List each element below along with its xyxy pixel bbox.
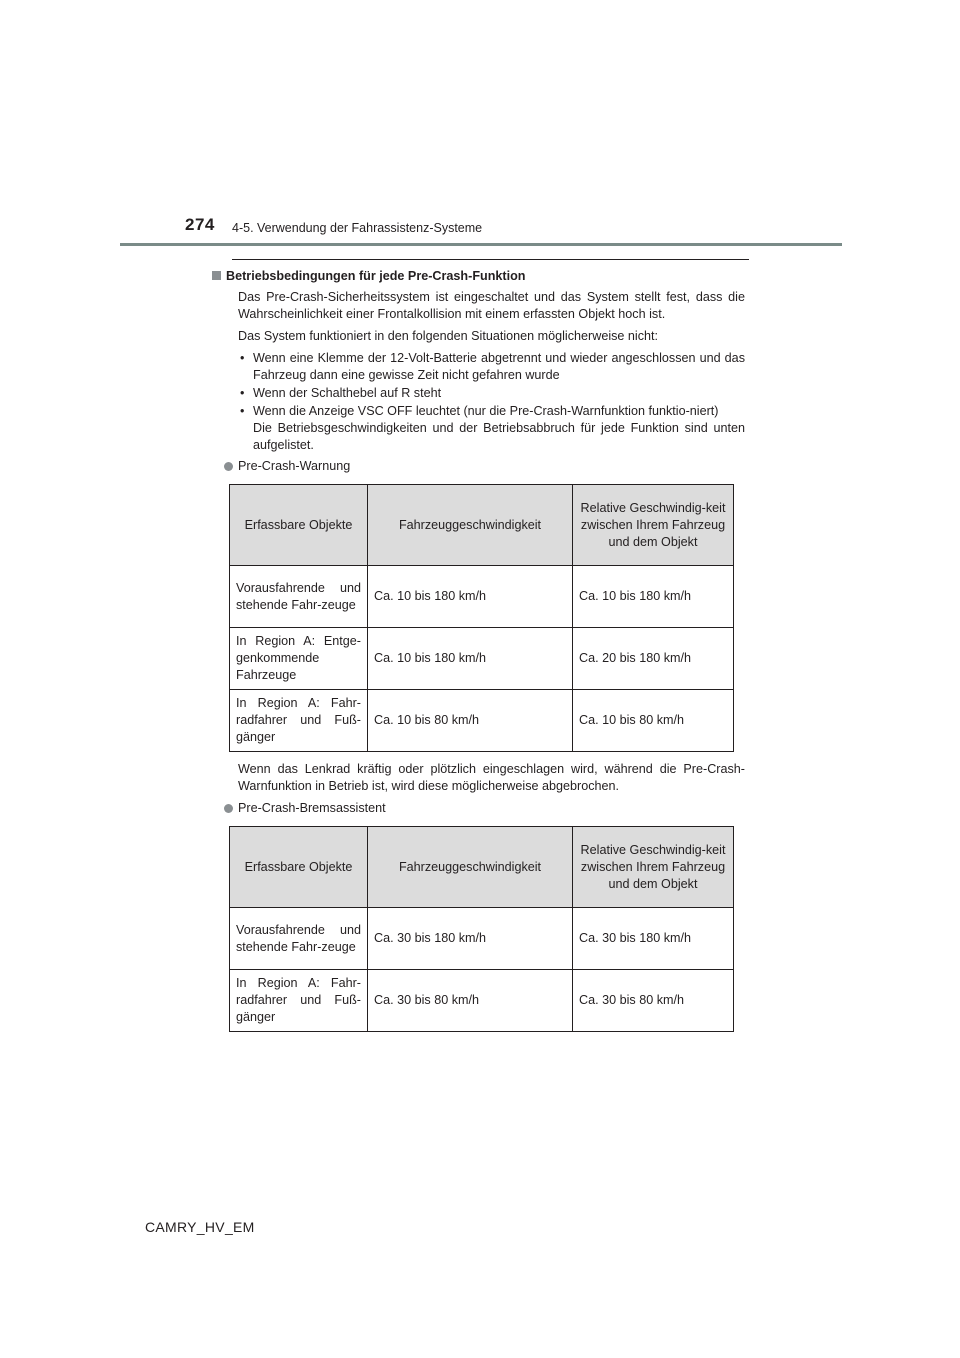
table-cell: Ca. 10 bis 80 km/h: [573, 690, 734, 752]
page-number: 274: [185, 215, 215, 234]
column-header: Fahrzeuggeschwindigkeit: [368, 827, 573, 908]
column-header: Erfassbare Objekte: [230, 827, 368, 908]
table-cell: Ca. 20 bis 180 km/h: [573, 628, 734, 690]
table-cell: Ca. 10 bis 180 km/h: [573, 566, 734, 628]
table-cell: Ca. 30 bis 180 km/h: [573, 908, 734, 970]
table-cell: Ca. 30 bis 180 km/h: [368, 908, 573, 970]
content-divider: [232, 259, 749, 260]
column-header: Relative Geschwindig-keit zwischen Ihrem Fahrzeug und dem Objekt: [573, 485, 734, 566]
square-bullet-icon: [212, 271, 221, 280]
section-title: 4-5. Verwendung der Fahrassistenz-Systeme: [232, 221, 483, 235]
column-header: Erfassbare Objekte: [230, 485, 368, 566]
intro-paragraph: Das Pre-Crash-Sicherheitssystem ist eingeschaltet und das System stellt fest, dass die Wahrscheinlichkeit einer Frontalkollision mit einem erfassten Objekt hoch ist.: [238, 290, 745, 321]
table-cell: Vorausfahrende und stehende Fahr-zeuge: [230, 566, 368, 628]
brake-title: Pre-Crash-Bremsassistent: [238, 801, 386, 815]
table-cell: Ca. 10 bis 80 km/h: [368, 690, 573, 752]
table-header-row: [230, 827, 734, 908]
table-row: [230, 566, 734, 628]
warning-table: [229, 484, 734, 752]
list-item: • Wenn der Schalthebel auf R steht: [238, 385, 745, 402]
table-cell: Vorausfahrende und stehende Fahr-zeuge: [230, 908, 368, 970]
bullet-note: Die Betriebsgeschwindigkeiten und der Betriebsabbruch für jede Funktion sind unten aufgelistet.: [253, 421, 745, 452]
table-cell: Ca. 10 bis 180 km/h: [368, 566, 573, 628]
list-item: • Wenn eine Klemme der 12-Volt-Batterie abgetrennt und wieder angeschlossen und das Fahrzeug dann eine gewisse Zeit nicht gefahren wurde: [238, 350, 745, 384]
table-row: [230, 970, 734, 1032]
table-cell: In Region A: Entge-genkommende Fahrzeuge: [230, 628, 368, 690]
column-header: Fahrzeuggeschwindigkeit: [368, 485, 573, 566]
table-cell: In Region A: Fahr-radfahrer und Fuß-gänger: [230, 970, 368, 1032]
brake-table: [229, 826, 734, 1032]
circle-bullet-icon: [224, 462, 233, 471]
table-cell: In Region A: Fahr-radfahrer und Fuß-gänger: [230, 690, 368, 752]
list-item: [238, 403, 745, 454]
table-header-row: [230, 485, 734, 566]
column-header: Relative Geschwindig-keit zwischen Ihrem Fahrzeug und dem Objekt: [573, 827, 734, 908]
model-code: CAMRY_HV_EM: [145, 1219, 255, 1235]
warning-note: Wenn das Lenkrad kräftig oder plötzlich eingeschlagen wird, während die Pre-Crash-Warnfunktion in Betrieb ist, wird diese möglicherweise abgebrochen.: [238, 762, 745, 793]
main-content: [212, 268, 745, 1032]
table-row: [230, 690, 734, 752]
warning-subheading: [212, 458, 745, 475]
table-cell: Ca. 10 bis 180 km/h: [368, 628, 573, 690]
circle-bullet-icon: [224, 804, 233, 813]
heading-text: Betriebsbedingungen für jede Pre-Crash-Funktion: [226, 269, 526, 283]
brake-subheading: [212, 800, 745, 817]
situations-lead: Das System funktioniert in den folgenden Situationen möglicherweise nicht:: [238, 329, 659, 343]
table-row: [230, 908, 734, 970]
list-item-text: • Wenn die Anzeige VSC OFF leuchtet (nur die Pre-Crash-Warnfunktion funktio-niert): [253, 404, 719, 418]
section-heading: [212, 268, 745, 285]
table-cell: Ca. 30 bis 80 km/h: [368, 970, 573, 1032]
situations-list: [212, 350, 745, 454]
table-row: [230, 628, 734, 690]
warning-title: Pre-Crash-Warnung: [238, 459, 351, 473]
header-divider: [120, 243, 842, 246]
table-cell: Ca. 30 bis 80 km/h: [573, 970, 734, 1032]
